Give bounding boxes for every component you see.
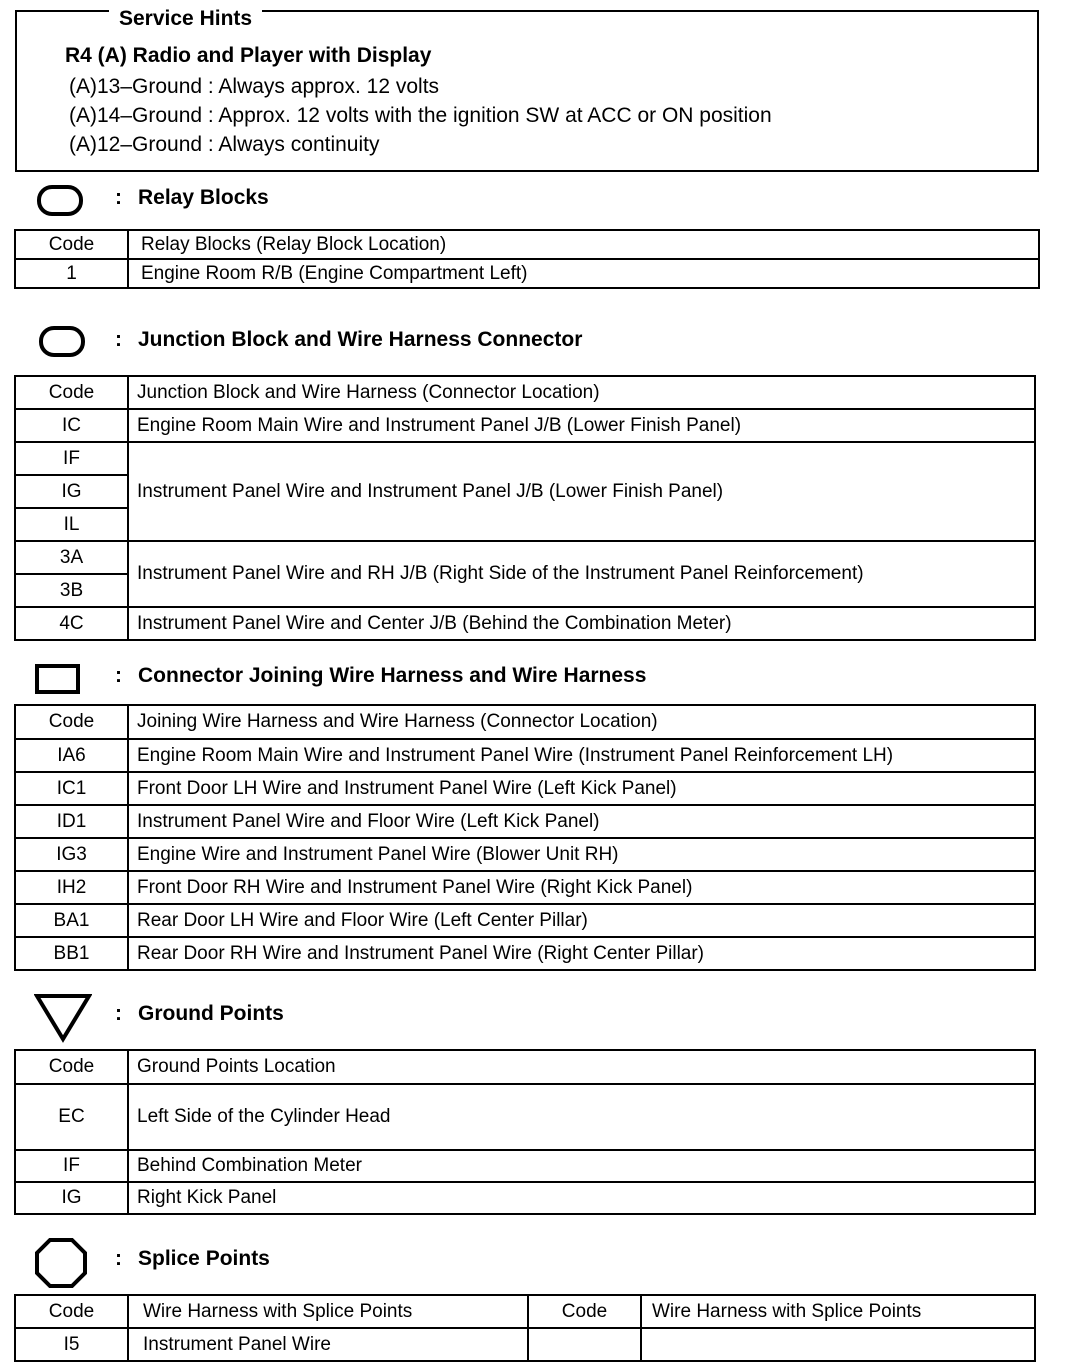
table-header-row <box>15 376 1035 409</box>
row-code: IC <box>15 409 128 442</box>
junction-blocks-table <box>14 375 1036 641</box>
header-code: Code <box>15 705 128 739</box>
row-location: Engine Wire and Instrument Panel Wire (Blower Unit RH) <box>128 838 1035 871</box>
section-title-splice-points: Splice Points <box>138 1247 270 1270</box>
table-row <box>15 937 1035 970</box>
table-row <box>15 871 1035 904</box>
header-location: Ground Points Location <box>128 1050 1035 1084</box>
rectangle-icon <box>35 664 81 696</box>
section-colon: : <box>115 328 122 351</box>
row-wire-harness-2 <box>641 1328 1035 1361</box>
row-location: Engine Room Main Wire and Instrument Panel Wire (Instrument Panel Reinforcement LH) <box>128 739 1035 772</box>
rounded-rect-icon <box>38 325 86 359</box>
row-code: 3A <box>15 541 128 574</box>
service-hints-title: Service Hints <box>109 8 262 30</box>
service-hints-heading: R4 (A) Radio and Player with Display <box>65 44 432 67</box>
section-colon: : <box>115 1002 122 1025</box>
row-location: Rear Door RH Wire and Instrument Panel Wire (Right Center Pillar) <box>128 937 1035 970</box>
rounded-rect-icon <box>36 184 84 218</box>
table-header-row <box>15 1050 1035 1084</box>
relay-blocks-table <box>14 229 1040 289</box>
row-code: IL <box>15 508 128 541</box>
row-location: Behind Combination Meter <box>128 1150 1035 1182</box>
table-header-row <box>15 230 1039 259</box>
section-colon: : <box>115 186 122 209</box>
octagon-icon <box>34 1237 88 1289</box>
row-location: Instrument Panel Wire and Instrument Panel J/B (Lower Finish Panel) <box>128 442 1035 541</box>
table-row <box>15 904 1035 937</box>
service-hints-box <box>15 7 1039 172</box>
row-location: Instrument Panel Wire and Center J/B (Behind the Combination Meter) <box>128 607 1035 640</box>
hint-line: (A)12–Ground : Always continuity <box>69 133 380 156</box>
row-location: Front Door RH Wire and Instrument Panel Wire (Right Kick Panel) <box>128 871 1035 904</box>
row-code: IG <box>15 475 128 508</box>
row-location: Instrument Panel Wire and Floor Wire (Left Kick Panel) <box>128 805 1035 838</box>
table-row <box>15 1150 1035 1182</box>
row-code: IG3 <box>15 838 128 871</box>
table-row <box>15 442 1035 475</box>
row-code: 3B <box>15 574 128 607</box>
table-row <box>15 805 1035 838</box>
header-location: Joining Wire Harness and Wire Harness (Connector Location) <box>128 705 1035 739</box>
row-location: Left Side of the Cylinder Head <box>128 1084 1035 1150</box>
header-location: Relay Blocks (Relay Block Location) <box>128 230 1039 259</box>
row-location: Right Kick Panel <box>128 1182 1035 1214</box>
section-title-relay-blocks: Relay Blocks <box>138 186 269 209</box>
row-code: BB1 <box>15 937 128 970</box>
row-code: IF <box>15 1150 128 1182</box>
hint-line: (A)13–Ground : Always approx. 12 volts <box>69 75 440 98</box>
table-row <box>15 739 1035 772</box>
table-row <box>15 772 1035 805</box>
header-wire-harness-2: Wire Harness with Splice Points <box>641 1295 1035 1328</box>
section-colon: : <box>115 664 122 687</box>
section-title-ground-points: Ground Points <box>138 1002 284 1025</box>
row-code: 1 <box>15 259 128 288</box>
row-code: BA1 <box>15 904 128 937</box>
row-code: ID1 <box>15 805 128 838</box>
row-location: Rear Door LH Wire and Floor Wire (Left Center Pillar) <box>128 904 1035 937</box>
table-header-row <box>15 705 1035 739</box>
row-location: Front Door LH Wire and Instrument Panel Wire (Left Kick Panel) <box>128 772 1035 805</box>
header-location: Junction Block and Wire Harness (Connector Location) <box>128 376 1035 409</box>
table-row <box>15 409 1035 442</box>
header-code: Code <box>15 230 128 259</box>
header-code: Code <box>15 1295 128 1328</box>
row-wire-harness: Instrument Panel Wire <box>128 1328 528 1361</box>
row-code: IG <box>15 1182 128 1214</box>
row-code: IH2 <box>15 871 128 904</box>
section-colon: : <box>115 1247 122 1270</box>
row-code: IA6 <box>15 739 128 772</box>
header-code-2: Code <box>528 1295 641 1328</box>
table-row <box>15 1182 1035 1214</box>
table-row <box>15 607 1035 640</box>
row-location: Engine Room R/B (Engine Compartment Left) <box>128 259 1039 288</box>
row-code: EC <box>15 1084 128 1150</box>
connectors-table <box>14 704 1036 971</box>
section-title-connectors: Connector Joining Wire Harness and Wire Harness <box>138 664 647 687</box>
row-code: IC1 <box>15 772 128 805</box>
table-header-row <box>15 1295 1035 1328</box>
header-code: Code <box>15 1050 128 1084</box>
row-location: Engine Room Main Wire and Instrument Panel J/B (Lower Finish Panel) <box>128 409 1035 442</box>
ground-points-table <box>14 1049 1036 1215</box>
row-location: Instrument Panel Wire and RH J/B (Right Side of the Instrument Panel Reinforcement) <box>128 541 1035 607</box>
row-code-2 <box>528 1328 641 1361</box>
splice-points-table <box>14 1294 1036 1362</box>
row-code: I5 <box>15 1328 128 1361</box>
table-row <box>15 838 1035 871</box>
row-code: IF <box>15 442 128 475</box>
down-triangle-icon <box>34 993 92 1043</box>
hint-line: (A)14–Ground : Approx. 12 volts with the ignition SW at ACC or ON position <box>69 104 772 127</box>
table-row <box>15 1328 1035 1361</box>
table-row <box>15 541 1035 574</box>
row-code: 4C <box>15 607 128 640</box>
table-row <box>15 1084 1035 1150</box>
table-row <box>15 259 1039 288</box>
header-wire-harness: Wire Harness with Splice Points <box>128 1295 528 1328</box>
section-title-junction-block: Junction Block and Wire Harness Connector <box>138 328 583 351</box>
header-code: Code <box>15 376 128 409</box>
